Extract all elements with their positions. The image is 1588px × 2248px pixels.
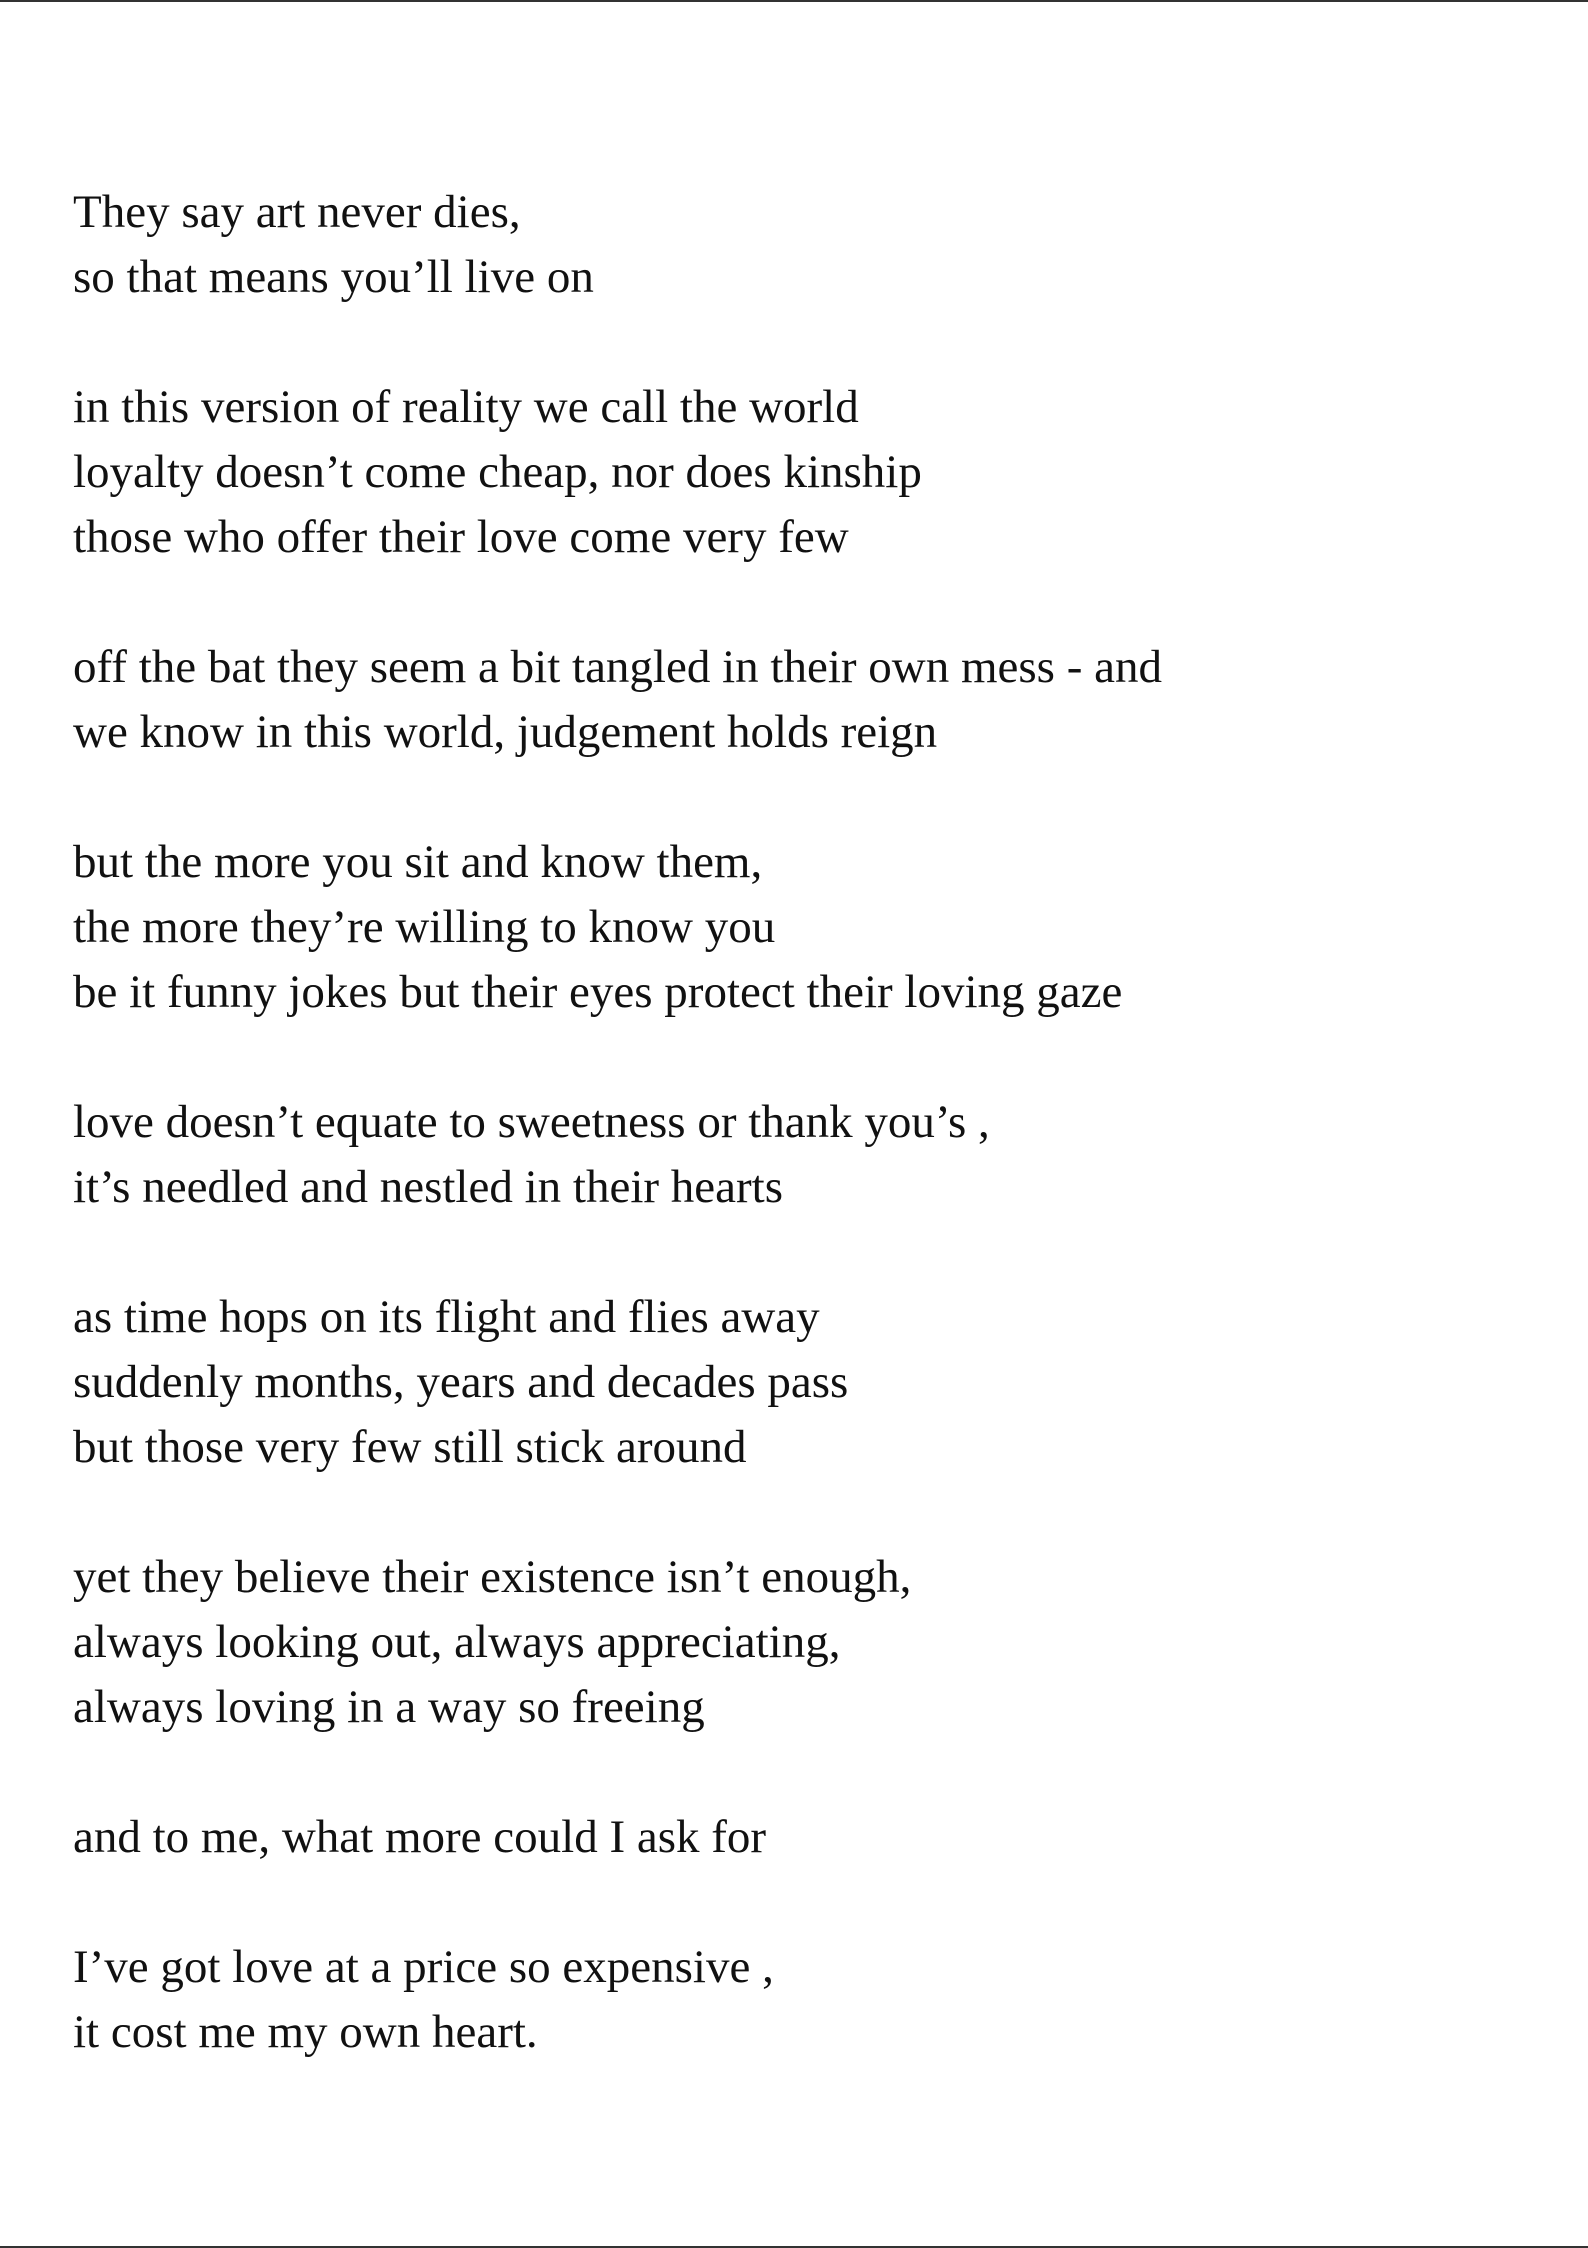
- stanza: [73, 180, 1513, 310]
- poem-body: [73, 180, 1513, 2130]
- stanza: [73, 1935, 1513, 2065]
- poem-line: the more they’re willing to know you: [73, 901, 776, 953]
- poem-line: always loving in a way so freeing: [73, 1681, 705, 1733]
- stanza: [73, 1545, 1513, 1740]
- stanza: [73, 1805, 1513, 1870]
- poem-line: love doesn’t equate to sweetness or thank you’s ,: [73, 1096, 990, 1148]
- stanza: [73, 1090, 1513, 1220]
- poem-line: suddenly months, years and decades pass: [73, 1356, 849, 1408]
- poem-line: yet they believe their existence isn’t enough,: [73, 1551, 912, 1603]
- poem-line: be it funny jokes but their eyes protect their loving gaze: [73, 966, 1123, 1018]
- poem-line: but those very few still stick around: [73, 1421, 747, 1473]
- poem-line: in this version of reality we call the world: [73, 381, 859, 433]
- poem-line: loyalty doesn’t come cheap, nor does kinship: [73, 446, 922, 498]
- poem-line: and to me, what more could I ask for: [73, 1811, 767, 1863]
- stanza: [73, 635, 1513, 765]
- poem-line: always looking out, always appreciating,: [73, 1616, 841, 1668]
- poem-line: it’s needled and nestled in their hearts: [73, 1161, 784, 1213]
- poem-line: off the bat they seem a bit tangled in their own mess - and: [73, 641, 1162, 693]
- poem-line: we know in this world, judgement holds reign: [73, 706, 938, 758]
- poem-line: it cost me my own heart.: [73, 2006, 538, 2058]
- poem-line: as time hops on its flight and flies away: [73, 1291, 820, 1343]
- poem-line: I’ve got love at a price so expensive ,: [73, 1941, 774, 1993]
- poem-line: those who offer their love come very few: [73, 511, 849, 563]
- poem-line: They say art never dies,: [73, 186, 521, 238]
- stanza: [73, 830, 1513, 1025]
- stanza: [73, 375, 1513, 570]
- poem-line: but the more you sit and know them,: [73, 836, 763, 888]
- stanza: [73, 1285, 1513, 1480]
- poem-line: so that means you’ll live on: [73, 251, 594, 303]
